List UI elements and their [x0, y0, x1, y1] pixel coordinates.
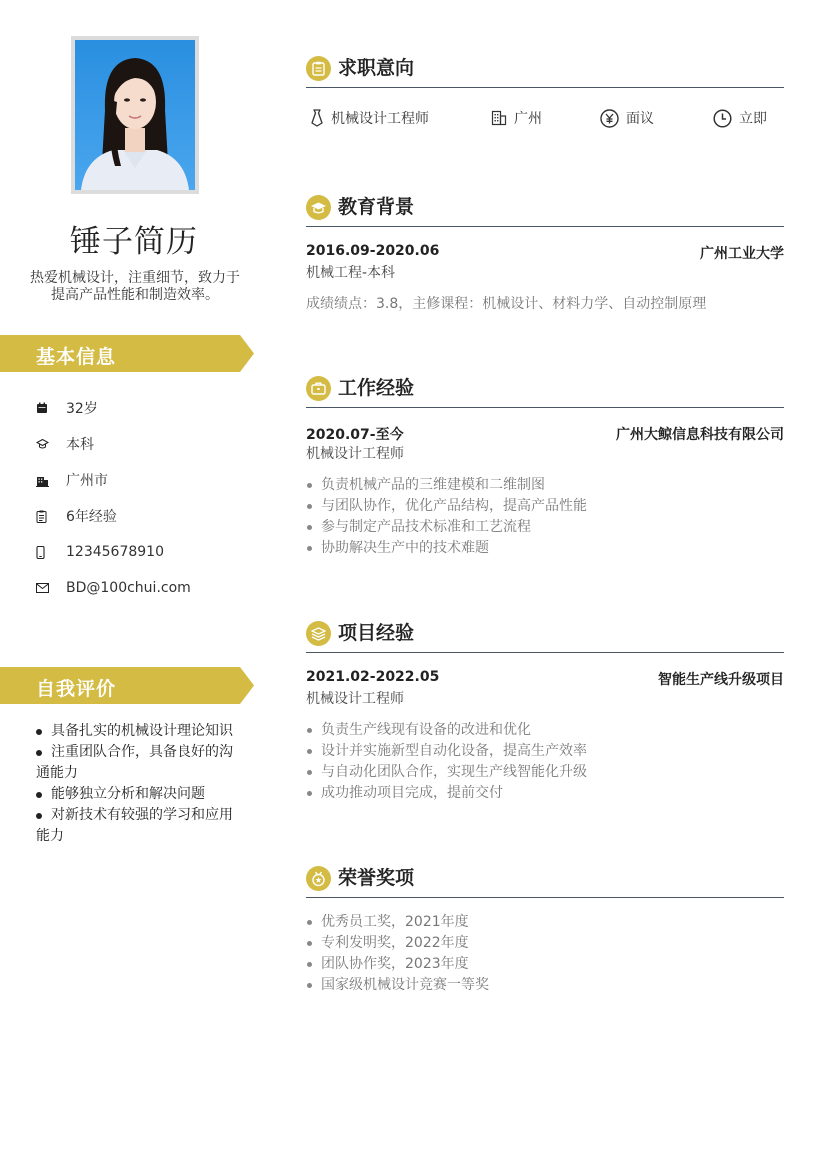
yen-icon — [600, 109, 619, 128]
intent-section — [306, 55, 784, 88]
education-major: 机械工程-本科 — [306, 265, 396, 281]
self-eval-title: 自我评价 — [36, 678, 117, 700]
list-item: 协助解决生产中的技术难题 — [306, 538, 784, 559]
intent-availability-text: 立即 — [739, 111, 767, 127]
list-item: 成功推动项目完成，提前交付 — [306, 783, 784, 804]
self-eval-list — [36, 721, 240, 847]
project-header — [306, 620, 784, 653]
project-role: 机械设计工程师 — [306, 691, 404, 707]
building-icon — [36, 474, 66, 487]
project-title: 项目经验 — [338, 622, 415, 644]
work-duties — [306, 475, 784, 559]
project-duties — [306, 720, 784, 804]
clock-icon — [713, 109, 732, 128]
list-item: 专利发明奖，2022年度 — [306, 933, 784, 954]
self-eval-item: 对新技术有较强的学习和应用能力 — [36, 805, 240, 847]
work-title: 工作经验 — [338, 377, 415, 399]
info-experience-text: 6年经验 — [66, 509, 117, 525]
basic-info-title: 基本信息 — [36, 346, 117, 368]
info-age — [36, 390, 256, 426]
info-experience — [36, 498, 256, 534]
layers-icon — [306, 621, 331, 646]
self-eval-item: 注重团队合作，具备良好的沟通能力 — [36, 742, 240, 784]
self-eval-banner — [0, 667, 254, 704]
list-item: 与自动化团队合作，实现生产线智能化升级 — [306, 762, 784, 783]
basic-info-list — [36, 390, 256, 606]
education-title: 教育背景 — [338, 196, 415, 218]
work-role: 机械设计工程师 — [306, 446, 404, 462]
info-email-text: BD@100chui.com — [66, 580, 191, 596]
project-section — [306, 620, 784, 804]
phone-icon — [36, 546, 66, 559]
basic-info-banner — [0, 335, 254, 372]
intent-row — [306, 106, 784, 130]
education-school: 广州工业大学 — [700, 246, 784, 262]
intent-position — [310, 106, 429, 130]
info-city — [36, 462, 256, 498]
honors-list — [306, 912, 784, 996]
intent-salary-text: 面议 — [626, 111, 654, 127]
education-detail: 成绩绩点：3.8，主修课程：机械设计、材料力学、自动控制原理 — [306, 296, 707, 312]
intent-header — [306, 55, 784, 88]
list-item: 负责生产线现有设备的改进和优化 — [306, 720, 784, 741]
graduation-cap-icon — [36, 438, 66, 450]
list-item: 设计并实施新型自动化设备，提高生产效率 — [306, 741, 784, 762]
project-period: 2021.02-2022.05 — [306, 669, 440, 685]
work-row — [306, 422, 784, 444]
graduation-cap-icon — [306, 195, 331, 220]
project-name: 智能生产线升级项目 — [658, 672, 784, 688]
education-header — [306, 194, 784, 227]
self-eval-item: 能够独立分析和解决问题 — [36, 784, 240, 805]
intent-city-text: 广州 — [514, 111, 542, 127]
intent-availability — [713, 106, 767, 130]
intent-city — [491, 106, 542, 130]
info-education — [36, 426, 256, 462]
work-period: 2020.07-至今 — [306, 427, 404, 443]
education-period: 2016.09-2020.06 — [306, 243, 440, 259]
info-age-text: 32岁 — [66, 401, 98, 417]
medal-icon — [306, 866, 331, 891]
info-phone-text: 12345678910 — [66, 544, 164, 560]
tie-icon — [310, 109, 324, 127]
list-item: 负责机械产品的三维建模和二维制图 — [306, 475, 784, 496]
honors-section — [306, 865, 784, 996]
building-icon — [491, 110, 507, 126]
mail-icon — [36, 583, 66, 593]
candidate-motto: 热爱机械设计，注重细节，致力于提高产品性能和制造效率。 — [30, 270, 240, 303]
info-education-text: 本科 — [66, 437, 94, 453]
info-city-text: 广州市 — [66, 473, 108, 489]
intent-title: 求职意向 — [338, 57, 415, 79]
list-item: 优秀员工奖，2021年度 — [306, 912, 784, 933]
info-email — [36, 570, 256, 606]
list-item: 团队协作奖，2023年度 — [306, 954, 784, 975]
document-icon — [36, 510, 66, 523]
profile-photo-frame — [71, 36, 199, 194]
calendar-icon — [36, 402, 66, 414]
honors-header — [306, 865, 784, 898]
education-row — [306, 241, 784, 263]
clipboard-icon — [306, 56, 331, 81]
profile-photo — [75, 40, 195, 190]
work-header — [306, 375, 784, 408]
work-company: 广州大鲸信息科技有限公司 — [616, 427, 784, 443]
list-item: 参与制定产品技术标准和工艺流程 — [306, 517, 784, 538]
briefcase-icon — [306, 376, 331, 401]
intent-position-text: 机械设计工程师 — [331, 111, 429, 127]
candidate-name: 锤子简历 — [70, 224, 198, 260]
list-item: 国家级机械设计竞赛一等奖 — [306, 975, 784, 996]
honors-title: 荣誉奖项 — [338, 867, 415, 889]
intent-salary — [600, 106, 654, 130]
education-section — [306, 194, 784, 315]
info-phone — [36, 534, 256, 570]
self-eval-item: 具备扎实的机械设计理论知识 — [36, 721, 240, 742]
work-section — [306, 375, 784, 559]
list-item: 与团队协作，优化产品结构，提高产品性能 — [306, 496, 784, 517]
project-row — [306, 667, 784, 689]
